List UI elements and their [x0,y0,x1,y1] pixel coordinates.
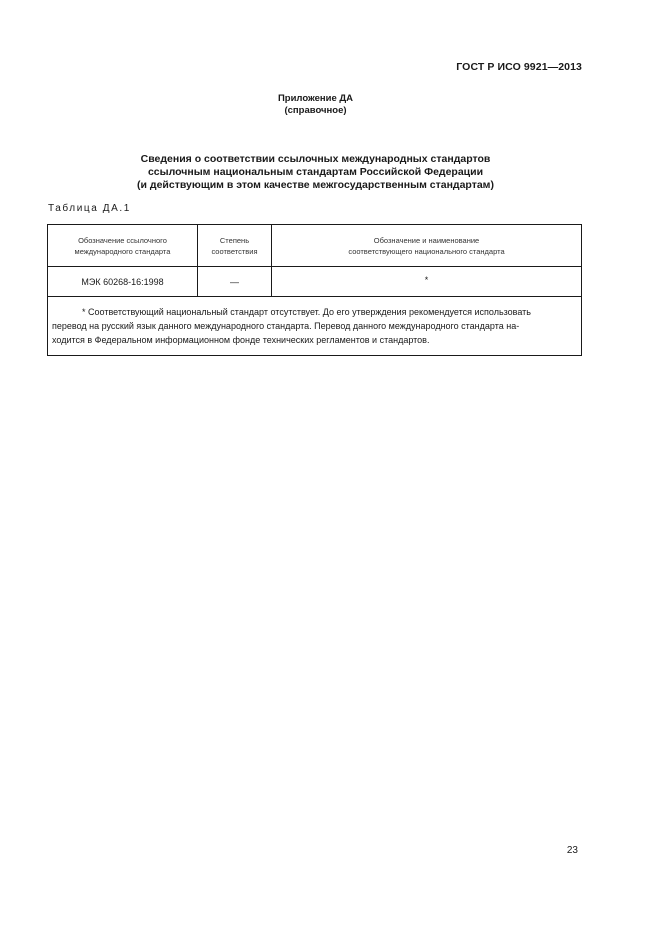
header-degree [198,225,272,267]
header-text: соответствующего национального стандарта [348,246,505,256]
cell-national: * [272,267,582,297]
header-text: Обозначение и наименование [373,235,480,245]
footnote-cell [48,297,582,356]
table-row [48,267,582,297]
table-header-row [48,225,582,267]
header-text: соответствия [211,246,258,256]
section-title-line: Сведения о соответствии ссылочных международных стандартов [140,153,491,165]
header-international-designation [48,225,198,267]
footnote-row [48,297,582,356]
correspondence-table [47,224,582,356]
section-title [30,153,601,192]
annex-subtitle: (справочное) [284,105,347,116]
footnote-line: перевод на русский язык данного международного стандарта. Перевод данного международного стандарта на- [52,321,520,331]
footnote-line: * Соответствующий национальный стандарт отсутствует. До его утверждения рекомендуется использовать [82,307,531,317]
annex-heading [0,93,631,117]
cell-designation: МЭК 60268-16:1998 [48,267,198,297]
standard-code: ГОСТ Р ИСО 9921—2013 [456,61,582,73]
page-number: 23 [566,845,578,856]
header-national-standard [272,225,582,267]
footnote-line: ходится в Федеральном информационном фонде технических регламентов и стандартов. [52,335,430,345]
annex-title: Приложение ДА [277,93,354,104]
header-text: Обозначение ссылочного [78,235,167,245]
correspondence-table-container [47,224,582,356]
section-title-line: (и действующим в этом качестве межгосударственным стандартам) [137,179,494,191]
header-text: международного стандарта [74,246,171,256]
table-caption: Таблица ДА.1 [48,203,131,214]
section-title-line: ссылочным национальным стандартам Российской Федерации [147,166,484,178]
header-text: Степень [219,235,250,245]
cell-degree: — [198,267,272,297]
